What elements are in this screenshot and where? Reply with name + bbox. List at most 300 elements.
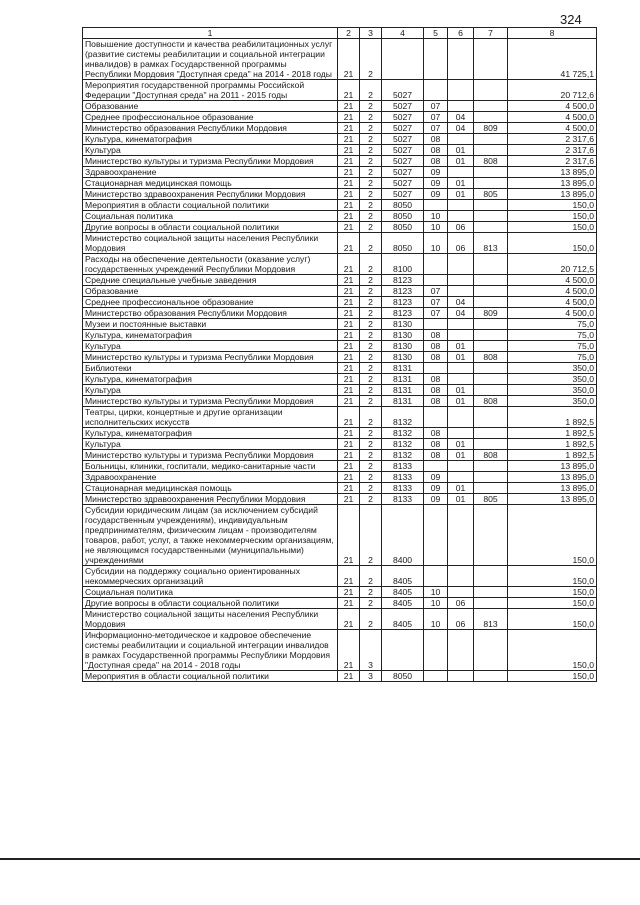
division-code-cell: 09 [424, 178, 448, 189]
footer-divider [0, 858, 640, 860]
subprogram-code-cell: 2 [360, 352, 382, 363]
target-code-cell: 8123 [382, 275, 424, 286]
amount-cell: 150,0 [508, 587, 597, 598]
division-code-cell: 09 [424, 167, 448, 178]
expense-type-cell [474, 341, 508, 352]
subdivision-code-cell: 01 [448, 494, 474, 505]
target-code-cell: 8050 [382, 233, 424, 254]
item-name-cell: Средние специальные учебные заведения [83, 275, 338, 286]
subdivision-code-cell [448, 461, 474, 472]
subprogram-code-cell: 2 [360, 587, 382, 598]
amount-cell: 350,0 [508, 363, 597, 374]
item-name-cell: Культура, кинематография [83, 330, 338, 341]
item-name-cell: Мероприятия государственной программы Российской Федерации "Доступная среда" на 2011 - 2015 годы [83, 80, 338, 101]
subprogram-code-cell: 2 [360, 450, 382, 461]
subdivision-code-cell [448, 671, 474, 682]
table-row [83, 222, 597, 233]
table-row [83, 396, 597, 407]
expense-type-cell: 808 [474, 156, 508, 167]
amount-cell: 150,0 [508, 598, 597, 609]
subdivision-code-cell: 01 [448, 156, 474, 167]
section-code-cell: 21 [338, 671, 360, 682]
subprogram-code-cell: 2 [360, 39, 382, 80]
item-name-cell: Культура [83, 341, 338, 352]
amount-cell: 13 895,0 [508, 167, 597, 178]
subdivision-code-cell [448, 39, 474, 80]
subdivision-code-cell: 01 [448, 189, 474, 200]
amount-cell: 13 895,0 [508, 178, 597, 189]
item-name-cell: Среднее профессиональное образование [83, 112, 338, 123]
amount-cell: 75,0 [508, 341, 597, 352]
header-cell: 4 [382, 28, 424, 39]
table-row [83, 134, 597, 145]
target-code-cell: 8132 [382, 450, 424, 461]
table-row [83, 352, 597, 363]
target-code-cell: 5027 [382, 123, 424, 134]
table-row [83, 211, 597, 222]
amount-cell: 20 712,5 [508, 254, 597, 275]
section-code-cell: 21 [338, 145, 360, 156]
division-code-cell: 07 [424, 286, 448, 297]
item-name-cell: Другие вопросы в области социальной политики [83, 598, 338, 609]
item-name-cell: Здравоохранение [83, 472, 338, 483]
division-code-cell: 10 [424, 222, 448, 233]
division-code-cell: 10 [424, 587, 448, 598]
table-row [83, 145, 597, 156]
subprogram-code-cell: 2 [360, 385, 382, 396]
target-code-cell [382, 630, 424, 671]
division-code-cell: 08 [424, 330, 448, 341]
subprogram-code-cell: 2 [360, 319, 382, 330]
division-code-cell [424, 275, 448, 286]
section-code-cell: 21 [338, 178, 360, 189]
subprogram-code-cell: 2 [360, 428, 382, 439]
amount-cell: 4 500,0 [508, 286, 597, 297]
target-code-cell: 8131 [382, 363, 424, 374]
subprogram-code-cell: 2 [360, 330, 382, 341]
subprogram-code-cell: 2 [360, 211, 382, 222]
subprogram-code-cell: 3 [360, 630, 382, 671]
expense-type-cell [474, 200, 508, 211]
subdivision-code-cell [448, 211, 474, 222]
section-code-cell: 21 [338, 112, 360, 123]
division-code-cell: 08 [424, 134, 448, 145]
expense-type-cell [474, 319, 508, 330]
target-code-cell: 8131 [382, 374, 424, 385]
section-code-cell: 21 [338, 598, 360, 609]
item-name-cell: Субсидии на поддержку социально ориентированных некоммерческих организаций [83, 566, 338, 587]
division-code-cell [424, 505, 448, 566]
section-code-cell: 21 [338, 352, 360, 363]
expense-type-cell: 809 [474, 123, 508, 134]
item-name-cell: Стационарная медицинская помощь [83, 178, 338, 189]
amount-cell: 2 317,6 [508, 156, 597, 167]
amount-cell: 13 895,0 [508, 494, 597, 505]
target-code-cell: 8130 [382, 352, 424, 363]
section-code-cell: 21 [338, 630, 360, 671]
target-code-cell: 8400 [382, 505, 424, 566]
subprogram-code-cell: 2 [360, 374, 382, 385]
amount-cell: 2 317,6 [508, 145, 597, 156]
expense-type-cell [474, 472, 508, 483]
amount-cell: 350,0 [508, 374, 597, 385]
division-code-cell [424, 363, 448, 374]
subprogram-code-cell: 2 [360, 297, 382, 308]
item-name-cell: Министерство образования Республики Мордовия [83, 123, 338, 134]
target-code-cell: 8050 [382, 211, 424, 222]
expense-type-cell: 805 [474, 189, 508, 200]
expense-type-cell [474, 587, 508, 598]
section-code-cell: 21 [338, 439, 360, 450]
item-name-cell: Культура [83, 145, 338, 156]
section-code-cell: 21 [338, 472, 360, 483]
table-row [83, 123, 597, 134]
item-name-cell: Стационарная медицинская помощь [83, 483, 338, 494]
subdivision-code-cell: 01 [448, 396, 474, 407]
item-name-cell: Образование [83, 286, 338, 297]
amount-cell: 4 500,0 [508, 101, 597, 112]
subprogram-code-cell: 2 [360, 145, 382, 156]
subdivision-code-cell: 01 [448, 145, 474, 156]
subprogram-code-cell: 2 [360, 156, 382, 167]
section-code-cell: 21 [338, 233, 360, 254]
section-code-cell: 21 [338, 189, 360, 200]
item-name-cell: Мероприятия в области социальной политики [83, 200, 338, 211]
section-code-cell: 21 [338, 587, 360, 598]
division-code-cell: 09 [424, 494, 448, 505]
table-row [83, 341, 597, 352]
section-code-cell: 21 [338, 505, 360, 566]
target-code-cell: 5027 [382, 80, 424, 101]
item-name-cell: Субсидии юридическим лицам (за исключением субсидий государственным учреждениям), индивидуальным предпринимателям, физическим лицам - производителям товаров, работ, услуг, а также некоммерческим организациям, не являющимся государственными (муниципальными) учреждениями [83, 505, 338, 566]
target-code-cell: 8133 [382, 461, 424, 472]
expense-type-cell [474, 505, 508, 566]
item-name-cell: Министерство культуры и туризма Республики Мордовия [83, 352, 338, 363]
section-code-cell: 21 [338, 308, 360, 319]
section-code-cell: 21 [338, 319, 360, 330]
table-row [83, 363, 597, 374]
subdivision-code-cell: 06 [448, 598, 474, 609]
section-code-cell: 21 [338, 156, 360, 167]
expense-type-cell [474, 374, 508, 385]
amount-cell: 4 500,0 [508, 275, 597, 286]
division-code-cell [424, 407, 448, 428]
amount-cell: 4 500,0 [508, 297, 597, 308]
subdivision-code-cell: 01 [448, 439, 474, 450]
section-code-cell: 21 [338, 101, 360, 112]
table-row [83, 505, 597, 566]
section-code-cell: 21 [338, 341, 360, 352]
subprogram-code-cell: 2 [360, 200, 382, 211]
section-code-cell: 21 [338, 275, 360, 286]
section-code-cell: 21 [338, 123, 360, 134]
item-name-cell: Музеи и постоянные выставки [83, 319, 338, 330]
expense-type-cell: 808 [474, 396, 508, 407]
division-code-cell [424, 39, 448, 80]
amount-cell: 13 895,0 [508, 472, 597, 483]
expense-type-cell [474, 297, 508, 308]
target-code-cell: 5027 [382, 101, 424, 112]
section-code-cell: 21 [338, 566, 360, 587]
division-code-cell: 09 [424, 472, 448, 483]
division-code-cell: 08 [424, 428, 448, 439]
expense-type-cell [474, 112, 508, 123]
subprogram-code-cell: 2 [360, 483, 382, 494]
amount-cell: 13 895,0 [508, 461, 597, 472]
subdivision-code-cell [448, 330, 474, 341]
division-code-cell: 07 [424, 308, 448, 319]
amount-cell: 150,0 [508, 609, 597, 630]
table-row [83, 330, 597, 341]
subprogram-code-cell: 2 [360, 222, 382, 233]
division-code-cell [424, 319, 448, 330]
division-code-cell: 08 [424, 341, 448, 352]
expense-type-cell [474, 598, 508, 609]
section-code-cell: 21 [338, 363, 360, 374]
page-number: 324 [560, 12, 582, 27]
division-code-cell [424, 671, 448, 682]
item-name-cell: Театры, цирки, концертные и другие организации исполнительских искусств [83, 407, 338, 428]
target-code-cell: 8130 [382, 330, 424, 341]
item-name-cell: Министерство образования Республики Мордовия [83, 308, 338, 319]
division-code-cell [424, 461, 448, 472]
subprogram-code-cell: 2 [360, 407, 382, 428]
section-code-cell: 21 [338, 396, 360, 407]
target-code-cell: 8405 [382, 566, 424, 587]
target-code-cell: 8405 [382, 609, 424, 630]
section-code-cell: 21 [338, 297, 360, 308]
subdivision-code-cell [448, 566, 474, 587]
target-code-cell: 8132 [382, 428, 424, 439]
amount-cell: 1 892,5 [508, 450, 597, 461]
expense-type-cell [474, 39, 508, 80]
header-cell: 5 [424, 28, 448, 39]
amount-cell: 150,0 [508, 200, 597, 211]
subprogram-code-cell: 2 [360, 123, 382, 134]
amount-cell: 150,0 [508, 505, 597, 566]
expense-type-cell [474, 222, 508, 233]
section-code-cell: 21 [338, 374, 360, 385]
table-row [83, 483, 597, 494]
subprogram-code-cell: 2 [360, 494, 382, 505]
table-row [83, 167, 597, 178]
subprogram-code-cell: 2 [360, 275, 382, 286]
amount-cell: 4 500,0 [508, 308, 597, 319]
amount-cell: 4 500,0 [508, 123, 597, 134]
section-code-cell: 21 [338, 200, 360, 211]
section-code-cell: 21 [338, 385, 360, 396]
subdivision-code-cell [448, 505, 474, 566]
expense-type-cell [474, 286, 508, 297]
target-code-cell: 8050 [382, 222, 424, 233]
target-code-cell: 8050 [382, 671, 424, 682]
table-row [83, 80, 597, 101]
division-code-cell: 10 [424, 598, 448, 609]
subprogram-code-cell: 2 [360, 167, 382, 178]
item-name-cell: Министерство здравоохранения Республики Мордовия [83, 494, 338, 505]
division-code-cell: 10 [424, 211, 448, 222]
table-row [83, 112, 597, 123]
target-code-cell: 8133 [382, 483, 424, 494]
header-cell: 1 [83, 28, 338, 39]
subdivision-code-cell [448, 101, 474, 112]
expense-type-cell [474, 80, 508, 101]
section-code-cell: 21 [338, 80, 360, 101]
division-code-cell: 08 [424, 352, 448, 363]
table-row [83, 39, 597, 80]
item-name-cell: Министерство социальной защиты населения Республики Мордовия [83, 233, 338, 254]
subdivision-code-cell [448, 363, 474, 374]
target-code-cell: 8050 [382, 200, 424, 211]
expense-type-cell [474, 330, 508, 341]
item-name-cell: Среднее профессиональное образование [83, 297, 338, 308]
subdivision-code-cell [448, 254, 474, 275]
item-name-cell: Министерство культуры и туризма Республики Мордовия [83, 156, 338, 167]
header-cell: 8 [508, 28, 597, 39]
header-cell: 2 [338, 28, 360, 39]
subdivision-code-cell: 06 [448, 609, 474, 630]
subdivision-code-cell [448, 587, 474, 598]
target-code-cell: 8123 [382, 297, 424, 308]
item-name-cell: Мероприятия в области социальной политики [83, 671, 338, 682]
subdivision-code-cell: 04 [448, 112, 474, 123]
expense-type-cell [474, 630, 508, 671]
subdivision-code-cell: 01 [448, 352, 474, 363]
subprogram-code-cell: 2 [360, 286, 382, 297]
subprogram-code-cell: 2 [360, 341, 382, 352]
target-code-cell: 8130 [382, 319, 424, 330]
item-name-cell: Здравоохранение [83, 167, 338, 178]
expense-type-cell [474, 428, 508, 439]
amount-cell: 150,0 [508, 630, 597, 671]
table-row [83, 275, 597, 286]
target-code-cell: 5027 [382, 112, 424, 123]
subprogram-code-cell: 2 [360, 178, 382, 189]
subdivision-code-cell: 01 [448, 178, 474, 189]
target-code-cell: 8100 [382, 254, 424, 275]
division-code-cell: 09 [424, 189, 448, 200]
header-cell: 7 [474, 28, 508, 39]
amount-cell: 150,0 [508, 566, 597, 587]
subdivision-code-cell: 04 [448, 308, 474, 319]
table-row [83, 609, 597, 630]
table-row [83, 587, 597, 598]
target-code-cell: 8133 [382, 472, 424, 483]
expense-type-cell: 808 [474, 450, 508, 461]
division-code-cell: 08 [424, 374, 448, 385]
section-code-cell: 21 [338, 450, 360, 461]
target-code-cell: 8131 [382, 385, 424, 396]
subdivision-code-cell [448, 200, 474, 211]
item-name-cell: Повышение доступности и качества реабилитационных услуг (развитие системы реабилитации и социальной интеграции инвалидов) в рамках Государственной программы Республики Мордовия "Доступная среда" на 2014 - 2018 годы [83, 39, 338, 80]
section-code-cell: 21 [338, 428, 360, 439]
subdivision-code-cell [448, 407, 474, 428]
item-name-cell: Министерство здравоохранения Республики Мордовия [83, 189, 338, 200]
target-code-cell: 8405 [382, 598, 424, 609]
table-row [83, 385, 597, 396]
table-header-row [83, 28, 597, 39]
division-code-cell: 09 [424, 483, 448, 494]
table-row [83, 233, 597, 254]
expense-type-cell [474, 275, 508, 286]
amount-cell: 4 500,0 [508, 112, 597, 123]
subdivision-code-cell [448, 428, 474, 439]
amount-cell: 2 317,6 [508, 134, 597, 145]
table-row [83, 630, 597, 671]
expense-type-cell [474, 178, 508, 189]
division-code-cell: 07 [424, 297, 448, 308]
division-code-cell: 08 [424, 396, 448, 407]
expense-type-cell [474, 671, 508, 682]
target-code-cell: 8132 [382, 439, 424, 450]
item-name-cell: Культура, кинематография [83, 428, 338, 439]
item-name-cell: Культура, кинематография [83, 374, 338, 385]
expense-type-cell: 813 [474, 609, 508, 630]
subdivision-code-cell [448, 134, 474, 145]
item-name-cell: Библиотеки [83, 363, 338, 374]
expense-type-cell [474, 363, 508, 374]
section-code-cell: 21 [338, 483, 360, 494]
expense-type-cell [474, 461, 508, 472]
item-name-cell: Социальная политика [83, 211, 338, 222]
header-cell: 3 [360, 28, 382, 39]
budget-table-container [82, 27, 596, 682]
subdivision-code-cell [448, 167, 474, 178]
table-row [83, 472, 597, 483]
subprogram-code-cell: 2 [360, 101, 382, 112]
section-code-cell: 21 [338, 494, 360, 505]
target-code-cell: 8132 [382, 407, 424, 428]
division-code-cell [424, 630, 448, 671]
table-body [83, 39, 597, 682]
item-name-cell: Культура, кинематография [83, 134, 338, 145]
item-name-cell: Министерство культуры и туризма Республики Мордовия [83, 450, 338, 461]
table-row [83, 156, 597, 167]
amount-cell: 13 895,0 [508, 189, 597, 200]
table-row [83, 450, 597, 461]
section-code-cell: 21 [338, 39, 360, 80]
expense-type-cell [474, 566, 508, 587]
division-code-cell: 07 [424, 112, 448, 123]
table-row [83, 286, 597, 297]
target-code-cell: 8405 [382, 587, 424, 598]
amount-cell: 150,0 [508, 211, 597, 222]
expense-type-cell [474, 167, 508, 178]
amount-cell: 150,0 [508, 222, 597, 233]
division-code-cell: 08 [424, 385, 448, 396]
amount-cell: 75,0 [508, 330, 597, 341]
subprogram-code-cell: 2 [360, 439, 382, 450]
target-code-cell: 5027 [382, 156, 424, 167]
subprogram-code-cell: 2 [360, 233, 382, 254]
subdivision-code-cell: 04 [448, 123, 474, 134]
subprogram-code-cell: 2 [360, 254, 382, 275]
subdivision-code-cell: 06 [448, 233, 474, 254]
subprogram-code-cell: 2 [360, 598, 382, 609]
subprogram-code-cell: 2 [360, 505, 382, 566]
amount-cell: 41 725,1 [508, 39, 597, 80]
division-code-cell: 07 [424, 101, 448, 112]
item-name-cell: Образование [83, 101, 338, 112]
budget-table [82, 27, 597, 682]
section-code-cell: 21 [338, 254, 360, 275]
section-code-cell: 21 [338, 134, 360, 145]
subprogram-code-cell: 2 [360, 363, 382, 374]
header-cell: 6 [448, 28, 474, 39]
table-row [83, 101, 597, 112]
division-code-cell [424, 200, 448, 211]
expense-type-cell: 805 [474, 494, 508, 505]
